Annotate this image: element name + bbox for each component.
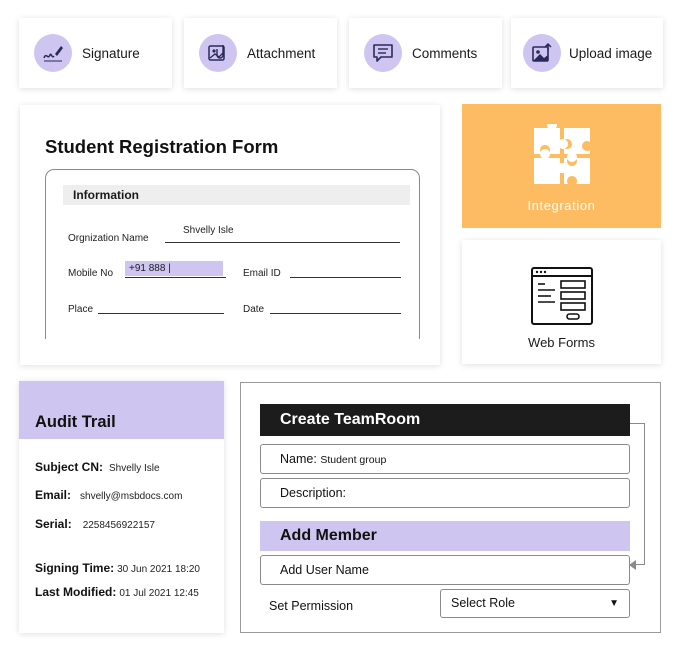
audit-signing-row xyxy=(35,559,200,577)
signature-icon xyxy=(34,34,72,72)
name-label: Name: xyxy=(280,452,317,466)
date-label: Date xyxy=(243,304,265,315)
audit-modified-label: Last Modified: xyxy=(35,585,117,599)
audit-serial-value: 2258456922157 xyxy=(82,520,155,531)
web-forms-label: Web Forms xyxy=(528,335,595,350)
section-header: Information xyxy=(63,185,410,205)
puzzle-icon xyxy=(530,124,594,188)
comments-icon xyxy=(364,34,402,72)
add-member-header: Add Member xyxy=(260,521,630,551)
teamroom-header: Create TeamRoom xyxy=(260,404,630,436)
audit-email-row xyxy=(35,486,182,504)
description-field[interactable] xyxy=(260,478,630,508)
audit-serial-label: Serial: xyxy=(35,517,72,531)
audit-modified-row xyxy=(35,583,199,601)
mobile-underline xyxy=(125,277,226,278)
teamroom-card xyxy=(240,382,661,633)
dropdown-arrow-icon: ▼ xyxy=(609,598,619,609)
web-form-icon xyxy=(531,267,593,325)
upload-image-icon xyxy=(523,34,561,72)
form-box xyxy=(45,169,420,339)
integration-card[interactable] xyxy=(462,104,661,228)
integration-label: Integration xyxy=(527,198,596,213)
feature-label: Attachment xyxy=(247,45,316,61)
feature-attachment[interactable] xyxy=(184,18,337,88)
registration-form-card xyxy=(20,105,440,365)
audit-email-label: Email: xyxy=(35,488,72,502)
org-name-label: Orgnization Name xyxy=(68,233,149,244)
org-name-field[interactable] xyxy=(165,242,400,243)
flow-connector xyxy=(630,423,645,565)
audit-title: Audit Trail xyxy=(35,413,116,431)
add-user-label: Add User Name xyxy=(280,563,369,577)
name-value: Student group xyxy=(320,454,387,466)
audit-trail-card xyxy=(19,381,224,633)
connector-arrow-icon xyxy=(629,560,636,570)
audit-subject-row xyxy=(35,458,160,476)
org-name-value: Shvelly Isle xyxy=(183,225,234,236)
feature-label: Comments xyxy=(412,45,478,61)
email-label: Email ID xyxy=(243,268,281,279)
mobile-field[interactable]: +91 888 | xyxy=(125,261,223,276)
feature-comments[interactable] xyxy=(349,18,502,88)
description-label: Description: xyxy=(280,486,346,500)
audit-signing-value: 30 Jun 2021 18:20 xyxy=(117,564,200,575)
place-label: Place xyxy=(68,304,94,315)
attachment-icon xyxy=(199,34,237,72)
audit-modified-value: 01 Jul 2021 12:45 xyxy=(119,588,199,599)
set-permission-label: Set Permission xyxy=(269,599,354,613)
email-field[interactable] xyxy=(290,277,401,278)
role-value: Select Role xyxy=(451,596,515,610)
add-user-field[interactable] xyxy=(260,555,630,585)
audit-subject-value: Shvelly Isle xyxy=(109,463,160,474)
audit-email-value: shvelly@msbdocs.com xyxy=(80,491,183,502)
web-forms-card[interactable] xyxy=(462,240,661,364)
feature-signature[interactable] xyxy=(19,18,172,88)
feature-label: Upload image xyxy=(569,45,653,61)
feature-label: Signature xyxy=(82,45,140,61)
audit-signing-label: Signing Time: xyxy=(35,561,115,575)
audit-serial-row xyxy=(35,515,155,533)
role-select[interactable] xyxy=(440,589,630,618)
form-title: Student Registration Form xyxy=(45,136,279,157)
mobile-label: Mobile No xyxy=(68,268,114,279)
date-field[interactable] xyxy=(270,313,401,314)
feature-upload-image[interactable] xyxy=(511,18,663,88)
audit-subject-label: Subject CN: xyxy=(35,460,104,474)
place-field[interactable] xyxy=(98,313,224,314)
name-field[interactable] xyxy=(260,444,630,474)
